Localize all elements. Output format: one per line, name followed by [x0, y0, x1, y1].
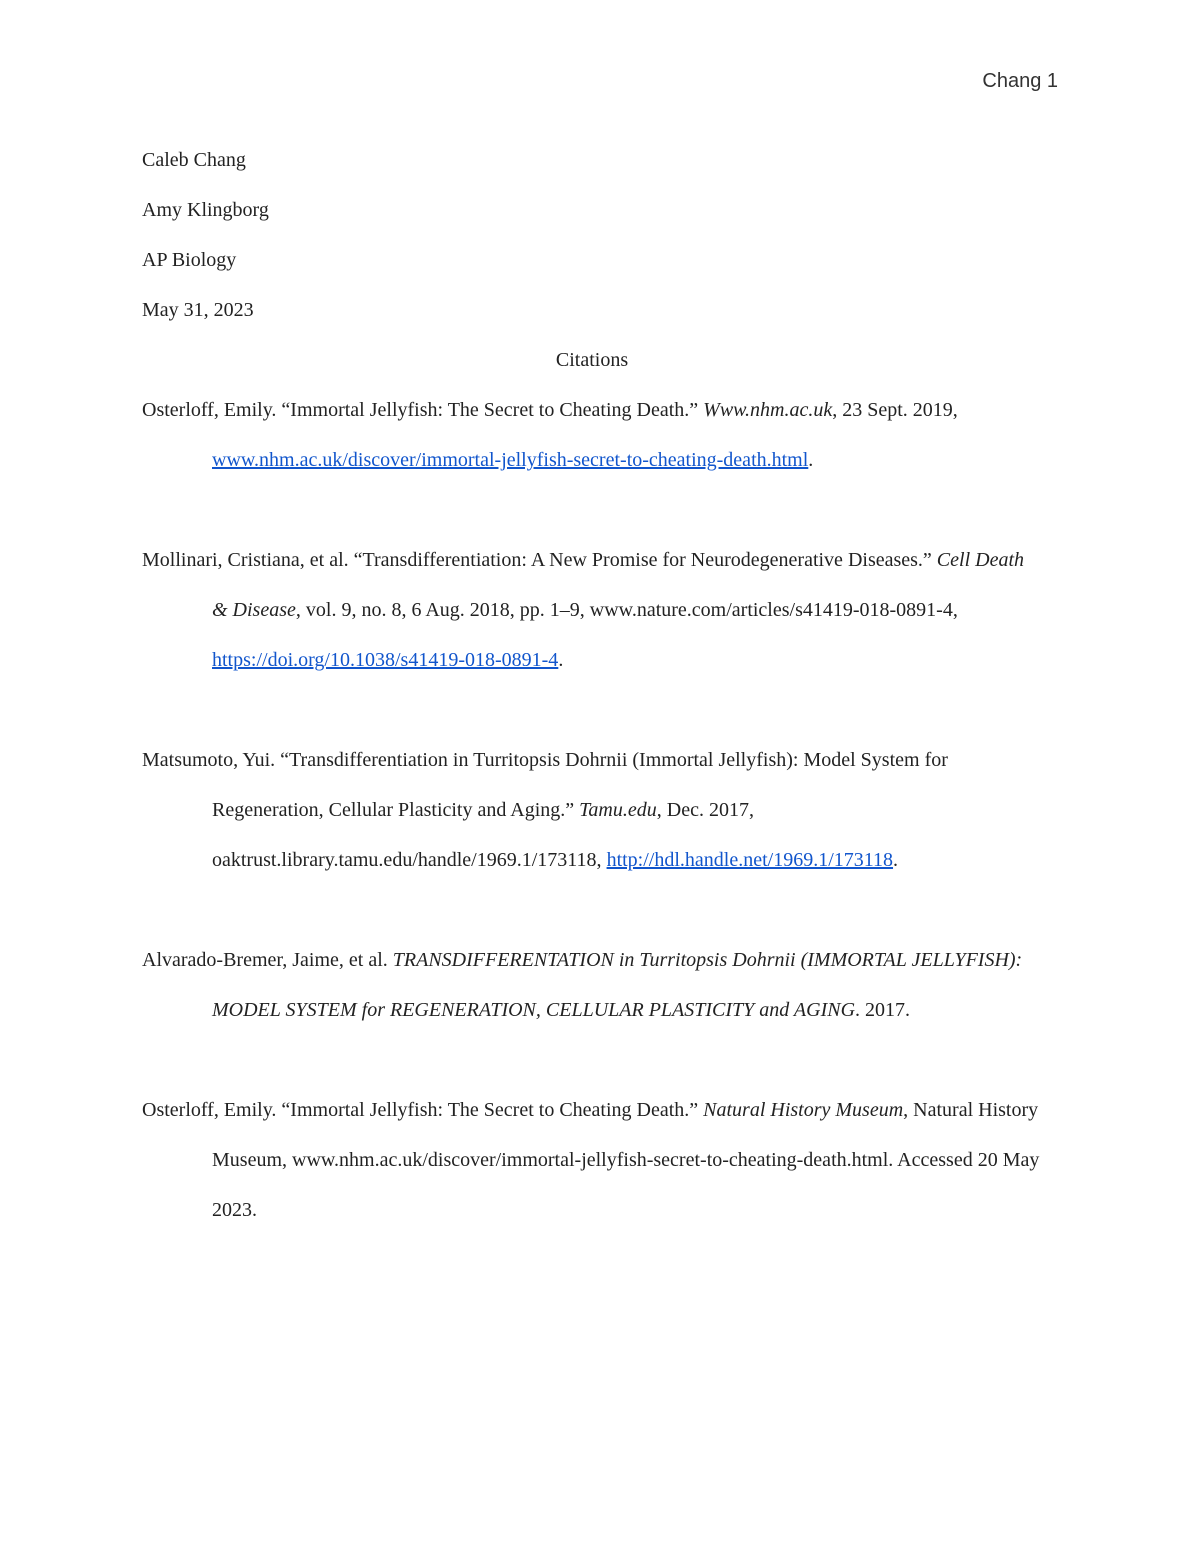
- citation-entry: [142, 935, 1042, 1035]
- running-head: Chang 1: [982, 70, 1058, 92]
- citation-text: , Dec. 2017, oaktrust.library.tamu.edu/handle/1969.1/173118,: [212, 799, 754, 871]
- citation-text: . 2017.: [855, 999, 911, 1021]
- citation-text: Matsumoto, Yui. “Transdifferentiation in Turritopsis Dohrnii (Immortal Jellyfish): Model System for Regeneration, Cellular Plasticity and Aging.”: [142, 749, 948, 821]
- student-name: Caleb Chang: [142, 149, 246, 171]
- citation-text: , 23 Sept. 2019,: [832, 399, 958, 421]
- citation-link[interactable]: http://hdl.handle.net/1969.1/173118: [606, 849, 894, 871]
- citation-entry: [142, 735, 1042, 885]
- document-date: May 31, 2023: [142, 299, 254, 321]
- citation-text: .: [893, 849, 899, 871]
- citation-text: , Natural History Museum, www.nhm.ac.uk/discover/immortal-jellyfish-secret-to-cheating-death.html. Accessed 20 May 2023.: [212, 1099, 1040, 1221]
- course-name: AP Biology: [142, 249, 237, 271]
- citation-entry: [142, 385, 1042, 485]
- citation-entry: [142, 1085, 1042, 1235]
- citation-link[interactable]: https://doi.org/10.1038/s41419-018-0891-4: [212, 649, 559, 671]
- citation-container: Www.nhm.ac.uk: [703, 399, 833, 421]
- citation-text: .: [808, 449, 814, 471]
- citation-container: Natural History Museum: [703, 1099, 904, 1121]
- citation-text: Mollinari, Cristiana, et al. “Transdifferentiation: A New Promise for Neurodegenerative Diseases.”: [142, 549, 937, 571]
- citation-text: Osterloff, Emily. “Immortal Jellyfish: The Secret to Cheating Death.”: [142, 399, 704, 421]
- document-body: [142, 135, 1042, 1235]
- citation-container: TRANSDIFFERENTATION in Turritopsis Dohrnii (IMMORTAL JELLYFISH): MODEL SYSTEM for REGENERATION, CELLULAR PLASTICITY and AGING: [212, 949, 1023, 1021]
- instructor-name: Amy Klingborg: [142, 199, 269, 221]
- citation-entry: [142, 535, 1042, 685]
- citation-text: Osterloff, Emily. “Immortal Jellyfish: The Secret to Cheating Death.”: [142, 1099, 704, 1121]
- citation-container: Tamu.edu: [579, 799, 657, 821]
- citation-text: .: [558, 649, 564, 671]
- citation-text: Alvarado-Bremer, Jaime, et al.: [142, 949, 393, 971]
- citation-text: , vol. 9, no. 8, 6 Aug. 2018, pp. 1–9, www.nature.com/articles/s41419-018-0891-4,: [295, 599, 958, 621]
- citation-container: Cell Death & Disease: [212, 549, 1025, 621]
- page-title: Citations: [555, 349, 629, 371]
- citation-link[interactable]: www.nhm.ac.uk/discover/immortal-jellyfish-secret-to-cheating-death.html: [212, 449, 809, 471]
